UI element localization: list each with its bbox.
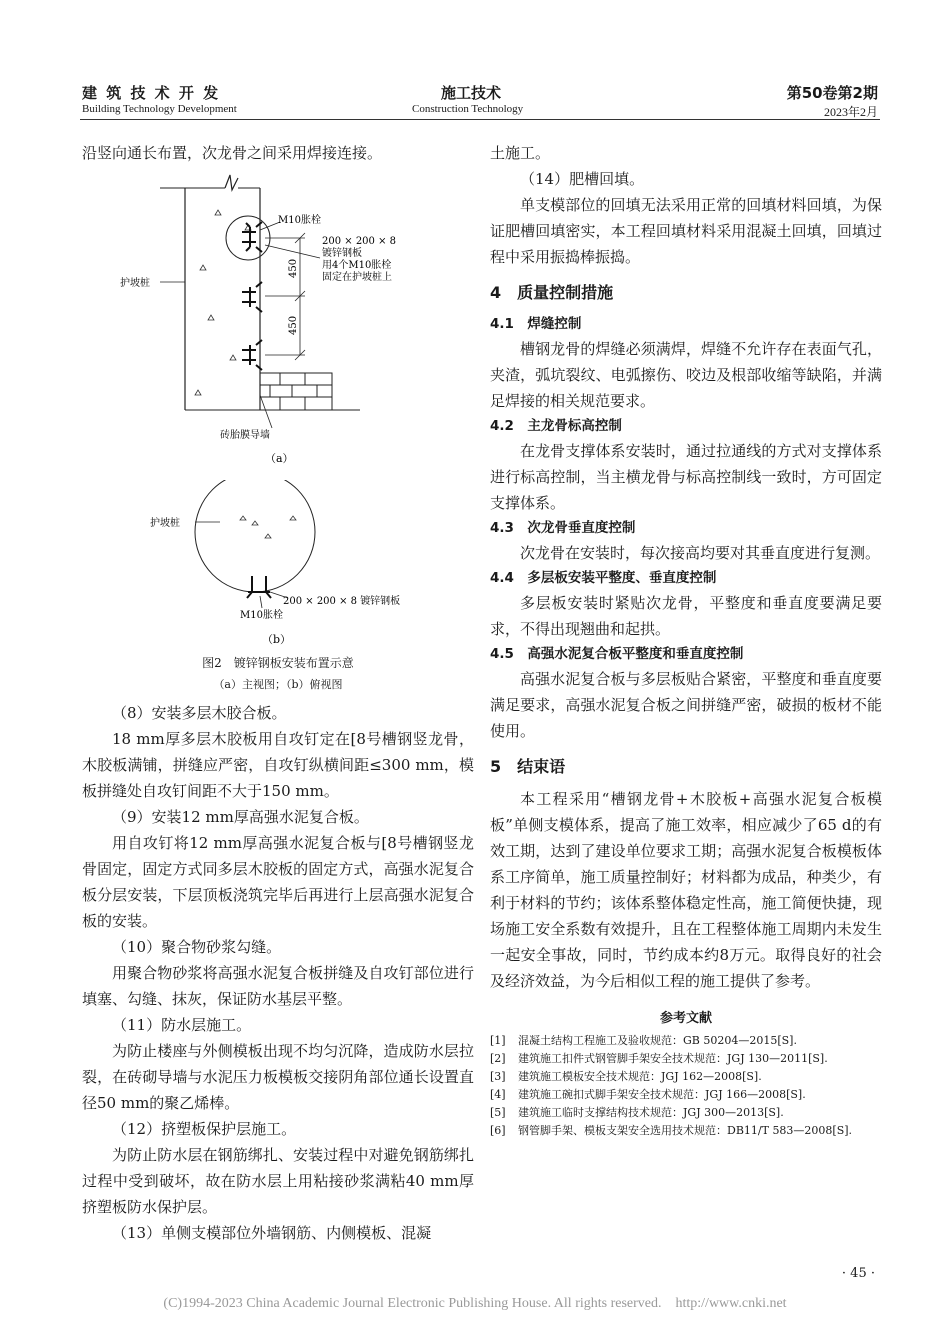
subsection-4-3: 4.3 次龙骨垂直度控制 [490, 520, 636, 536]
subsection-4-1: 4.1 焊缝控制 [490, 316, 582, 332]
reference-item: [1] 混凝土结构工程施工及验收规范：GB 50204—2015[S]. [490, 1034, 797, 1047]
figure-2b-top-view [140, 480, 440, 650]
step-13-heading: （13）单侧支模部位外墙钢筋、内侧模板、混凝 [112, 1224, 432, 1242]
step-9-heading: （9）安装12 mm厚高强水泥复合板。 [112, 808, 369, 826]
sublabel-a: （a） [265, 452, 294, 465]
left-column-body [82, 700, 474, 1246]
section-title-cn: 施工技术 [441, 84, 502, 102]
label-dim-450-lower: 450 [288, 315, 299, 335]
publish-date: 2023年2月 [823, 105, 878, 119]
journal-title-en: Building Technology Development [82, 103, 237, 115]
label-plate-fix: 固定在护坡桩上 [322, 272, 392, 283]
label-brick-wall: 砖胎膜导墙 [220, 430, 270, 441]
label-plate: 镀锌钢板 [322, 248, 362, 259]
label-pile: 护坡桩 [120, 278, 150, 289]
paragraph: 为防止防水层在钢筋绑扎、安装过程中对避免钢筋绑扎过程中受到破坏，故在防水层上用粘接砂浆满粘40 mm厚挤塑板防水保护层。 [82, 1146, 474, 1216]
paragraph: 高强水泥复合板与多层板贴合紧密，平整度和垂直度要满足要求，高强水泥复合板之间拼缝严密，破损的板材不能使用。 [490, 670, 882, 740]
paragraph: 18 mm厚多层木胶板用自攻钉定在[8号槽钢竖龙骨，木胶板满铺，拼缝应严密，自攻钉纵横间距≤300 mm，模板拼缝处自攻钉间距不大于150 mm。 [82, 730, 474, 800]
right-column [490, 140, 882, 1140]
paragraph: 用自攻钉将12 mm厚高强水泥复合板与[8号槽钢竖龙骨固定，固定方式同多层木胶板的固定方式，高强水泥复合板分层安装，下层顶板浇筑完毕后再进行上层高强水泥复合板的安装。 [82, 834, 474, 930]
label-plate-anchor: 用4个M10胀栓 [322, 260, 392, 271]
step-8-heading: （8）安装多层木胶合板。 [112, 704, 287, 722]
volume-issue: 第50卷第2期 [786, 84, 878, 102]
paragraph: 单支模部位的回填无法采用正常的回填材料回填，为保证肥槽回填密实，本工程回填材料采用混凝土回填，回填过程中采用振捣棒振捣。 [490, 196, 882, 266]
section-5-heading: 5 结束语 [490, 757, 566, 776]
label-pile-b: 护坡桩 [150, 518, 180, 529]
reference-item: [2] 建筑施工扣件式钢管脚手架安全技术规范：JGJ 130—2011[S]. [490, 1052, 828, 1065]
paragraph: 多层板安装时紧贴次龙骨，平整度和垂直度要满足要求，不得出现翘曲和起拱。 [490, 594, 882, 638]
label-plate-size: 200 × 200 × 8 [322, 236, 397, 247]
figure-caption: 图2 镀锌钢板安装布置示意 [202, 656, 354, 670]
reference-item: [3] 建筑施工模板安全技术规范：JGJ 162—2008[S]. [490, 1070, 762, 1083]
paragraph: 沿竖向通长布置，次龙骨之间采用焊接连接。 [82, 144, 383, 162]
sublabel-b: （b） [262, 633, 292, 646]
references-list [490, 1032, 882, 1140]
step-10-heading: （10）聚合物砂浆勾缝。 [112, 938, 282, 956]
paragraph: 土施工。 [490, 144, 551, 162]
paragraph: 用聚合物砂浆将高强水泥复合板拼缝及自攻钉部位进行填塞、勾缝、抹灰，保证防水基层平整。 [82, 964, 474, 1008]
copyright-watermark: (C)1994-2023 China Academic Journal Electronic Publishing House. All rights reserved. http://www.cnki.net [163, 1296, 787, 1311]
subsection-4-5: 4.5 高强水泥复合板平整度和垂直度控制 [490, 646, 744, 662]
page-number: · 45 · [841, 1266, 875, 1281]
figure-2a-front-view [120, 170, 450, 470]
paragraph: 次龙骨在安装时，每次接高均要对其垂直度进行复测。 [520, 544, 881, 562]
paragraph: 为防止楼座与外侧模板出现不均匀沉降，造成防水层拉裂，在砖砌导墙与水泥压力板模板交接阴角部位通长设置直径50 mm的聚乙烯棒。 [82, 1042, 474, 1112]
paragraph: 在龙骨支撑体系安装时，通过拉通线的方式对支撑体系进行标高控制，当主横龙骨与标高控制线一致时，方可固定支撑体系。 [490, 442, 882, 512]
section-title-en: Construction Technology [412, 103, 524, 115]
label-m10-b: M10胀栓 [240, 610, 283, 621]
step-12-heading: （12）挤塑板保护层施工。 [112, 1120, 297, 1138]
reference-item: [4] 建筑施工碗扣式脚手架安全技术规范：JGJ 166—2008[S]. [490, 1088, 806, 1101]
section-4-heading: 4 质量控制措施 [490, 283, 614, 302]
paragraph: 槽钢龙骨的焊缝必须满焊，焊缝不允许存在表面气孔，夹渣，弧坑裂纹、电弧擦伤、咬边及根部收缩等缺陷，并满足焊接的相关规范要求。 [490, 340, 882, 410]
header-rule [80, 119, 880, 120]
references-title: 参考文献 [659, 1011, 712, 1026]
label-dim-450-upper: 450 [288, 258, 299, 278]
figure-subcaption: （a）主视图；（b）俯视图 [213, 678, 343, 691]
step-14-heading: （14）肥槽回填。 [520, 170, 645, 188]
subsection-4-4: 4.4 多层板安装平整度、垂直度控制 [490, 570, 717, 586]
subsection-4-2: 4.2 主龙骨标高控制 [490, 418, 622, 434]
left-column-top [82, 140, 474, 166]
reference-item: [6] 钢管脚手架、模板支架安全选用技术规范：DB11/T 583—2008[S]. [490, 1124, 853, 1137]
label-m10: M10胀栓 [278, 215, 321, 226]
paragraph: 本工程采用“槽钢龙骨+木胶板+高强水泥复合板模板”单侧支模体系，提高了施工效率，相应减少了65 d的有效工期，达到了建设单位要求工期；高强水泥复合板模板体系工序简单，施工质量控制好；材料都为成品，种类少，有利于材料的节约；该体系整体稳定性高，施工简便快捷，现场施工安全系数有效提升，且在工程整体施工周期内未发生一起安全事故，同时，节约成本约8万元。取得良好的社会及经济效益，为今后相似工程的施工提供了参考。 [490, 790, 882, 990]
reference-item: [5] 建筑施工临时支撑结构技术规范：JGJ 300—2013[S]. [490, 1106, 784, 1119]
label-plate-b: 200 × 200 × 8 镀锌钢板 [283, 596, 401, 607]
step-11-heading: （11）防水层施工。 [112, 1016, 252, 1034]
journal-title-cn: 建 筑 技 术 开 发 [82, 84, 221, 102]
